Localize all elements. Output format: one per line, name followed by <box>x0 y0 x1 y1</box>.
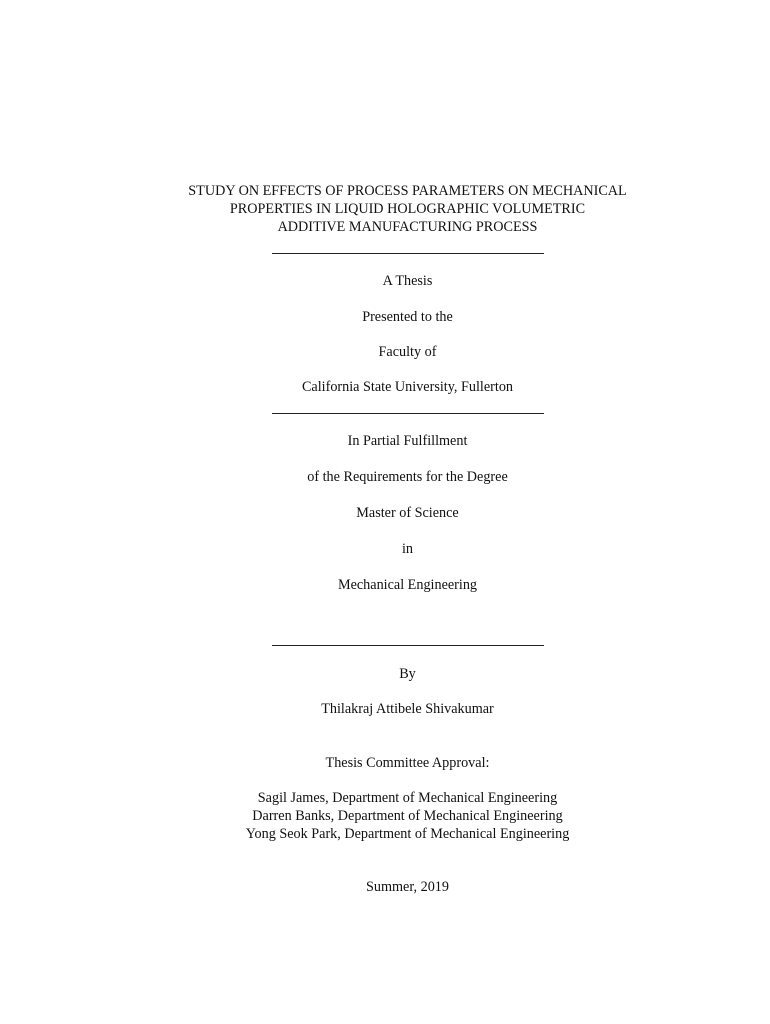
committee-member: Darren Banks, Department of Mechanical Engineering <box>252 808 563 824</box>
divider-rule <box>272 413 544 414</box>
committee-member: Sagil James, Department of Mechanical Engineering <box>257 790 558 806</box>
partial-fulfillment-line: In Partial Fulfillment <box>347 433 468 449</box>
submission-date: Summer, 2019 <box>366 879 449 895</box>
field-of-study: Mechanical Engineering <box>337 577 478 593</box>
requirements-line: of the Requirements for the Degree <box>307 469 508 485</box>
thesis-title-line-1: STUDY ON EFFECTS OF PROCESS PARAMETERS ON MECHANICAL <box>188 183 627 199</box>
presented-to-line: Presented to the <box>362 309 453 325</box>
in-line: in <box>401 541 414 557</box>
divider-rule <box>272 253 544 254</box>
thesis-title-line-2: PROPERTIES IN LIQUID HOLOGRAPHIC VOLUMETRIC <box>229 201 586 217</box>
thesis-title-line-3: ADDITIVE MANUFACTURING PROCESS <box>277 219 538 235</box>
university-name: California State University, Fullerton <box>301 379 514 395</box>
author-name: Thilakraj Attibele Shivakumar <box>321 701 494 717</box>
divider-rule <box>272 645 544 646</box>
thesis-label: A Thesis <box>382 273 433 289</box>
faculty-of-line: Faculty of <box>378 344 437 360</box>
committee-member: Yong Seok Park, Department of Mechanical Engineering <box>245 826 570 842</box>
by-line: By <box>399 666 416 682</box>
committee-heading: Thesis Committee Approval: <box>325 755 490 771</box>
degree-name: Master of Science <box>356 505 459 521</box>
